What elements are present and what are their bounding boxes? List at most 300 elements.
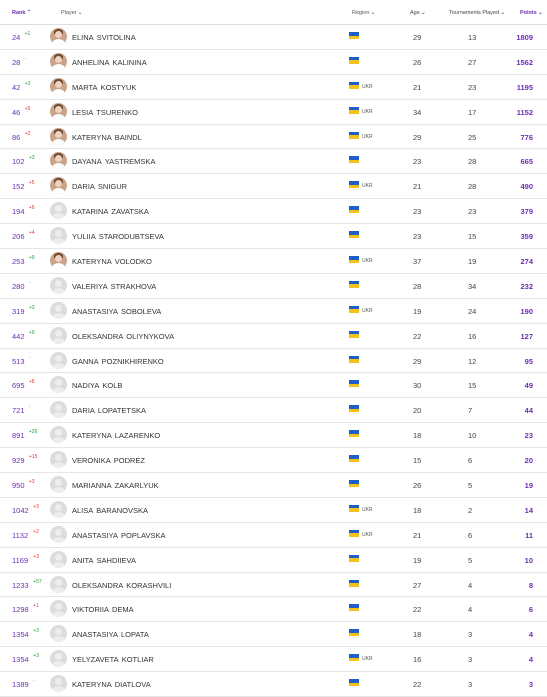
table-row[interactable] [0, 622, 547, 647]
ukraine-flag-icon [349, 679, 359, 686]
player-age: 27 [413, 580, 422, 590]
player-name[interactable] [72, 481, 159, 490]
player-avatar[interactable] [50, 376, 67, 393]
player-first-name: VIKTORIIA [72, 605, 109, 615]
table-row[interactable] [0, 573, 547, 598]
player-age: 21 [413, 530, 422, 540]
player-age: 22 [413, 605, 422, 615]
rank-value: 102 [12, 157, 25, 167]
player-avatar[interactable] [50, 576, 67, 593]
player-first-name: ANHELINA [72, 57, 110, 67]
ukraine-flag-icon [349, 629, 359, 636]
points-column-header[interactable]: Points⌄ [520, 10, 543, 16]
tournaments-played: 10 [468, 431, 477, 441]
player-avatar[interactable] [50, 128, 67, 145]
rank-movement: +3 [33, 653, 39, 660]
ukraine-flag-icon [349, 555, 359, 562]
player-age: 21 [413, 82, 422, 92]
player-points: 20 [524, 456, 533, 466]
tournaments-played: 23 [468, 82, 477, 92]
tournaments-played: 3 [468, 630, 473, 640]
player-points: 127 [520, 331, 533, 341]
tournaments-played: 12 [468, 356, 477, 366]
player-name[interactable] [72, 83, 136, 92]
rank-movement: - [28, 354, 31, 361]
rank-value: 1354 [12, 655, 29, 665]
player-last-name: KOSTYUK [100, 82, 137, 92]
tournaments-column-header[interactable]: Tournaments Played⌄ [449, 10, 506, 16]
player-last-name: DIATLOVA [114, 680, 151, 690]
player-age: 29 [413, 33, 422, 42]
player-last-name: STARODUBTSEVA [98, 232, 164, 242]
tournaments-played: 17 [468, 107, 477, 117]
player-column-header[interactable]: Player⌄ [61, 10, 83, 16]
player-points: 232 [520, 281, 533, 291]
player-name[interactable] [72, 357, 164, 366]
ukraine-flag-icon [349, 455, 359, 462]
sort-asc-icon: ⌃ [26, 10, 32, 16]
rank-movement: +15 [28, 454, 38, 461]
player-first-name: ANASTASIYA [72, 630, 118, 640]
player-last-name: KALININA [112, 57, 147, 67]
table-row[interactable] [0, 100, 547, 125]
rank-movement: +3 [28, 155, 35, 162]
player-first-name: LESIA [72, 107, 94, 117]
player-name[interactable] [72, 108, 138, 117]
player-last-name: SVITOLINA [96, 33, 136, 42]
rank-value: 42 [12, 82, 21, 92]
player-points: 23 [524, 431, 533, 441]
table-row[interactable] [0, 50, 547, 75]
player-name[interactable] [72, 456, 145, 465]
player-first-name: DAYANA [72, 157, 102, 167]
player-age: 20 [413, 406, 422, 416]
player-avatar[interactable] [50, 526, 67, 543]
player-points: 49 [524, 381, 533, 391]
rank-movement: +3 [24, 80, 31, 87]
player-avatar[interactable] [50, 78, 67, 95]
ukraine-flag-icon [349, 231, 359, 238]
tournaments-played: 23 [468, 207, 477, 217]
rank-value: 280 [12, 281, 25, 291]
player-avatar[interactable] [50, 650, 67, 667]
rank-movement: +3 [28, 479, 35, 486]
player-first-name: KATERYNA [72, 680, 112, 690]
player-first-name: KATARINA [72, 207, 109, 217]
ukraine-flag-icon [349, 580, 359, 587]
player-age: 19 [413, 306, 422, 316]
ukraine-flag-icon [349, 82, 359, 89]
player-name[interactable] [72, 182, 127, 191]
player-first-name: ANASTASIYA [72, 306, 118, 316]
rank-value: 929 [12, 456, 25, 466]
rank-column-header[interactable]: Rank⌃ [12, 10, 32, 16]
player-name[interactable] [72, 307, 161, 316]
tournaments-played: 28 [468, 157, 477, 167]
player-points: 4 [528, 655, 533, 665]
player-points: 379 [520, 207, 533, 217]
player-age: 28 [413, 281, 422, 291]
player-last-name: KOTLIAR [121, 655, 154, 665]
player-name[interactable] [72, 58, 147, 67]
player-first-name: VALERIYA [72, 281, 108, 291]
rank-value: 442 [12, 331, 25, 341]
tournaments-played: 6 [468, 456, 473, 466]
player-last-name: LAZARENKO [114, 431, 161, 441]
player-last-name: SOBOLEVA [121, 306, 162, 316]
tournaments-played: 2 [468, 505, 473, 515]
player-last-name: ZAKARLYUK [114, 481, 159, 491]
player-first-name: YULIIA [72, 232, 96, 242]
tournaments-played: 15 [468, 381, 477, 391]
player-name[interactable] [72, 630, 149, 639]
player-first-name: OLEKSANDRA [72, 331, 124, 341]
tournaments-played: 19 [468, 257, 477, 267]
table-row[interactable] [0, 324, 547, 349]
player-points: 190 [520, 306, 533, 316]
table-row[interactable] [0, 672, 547, 697]
player-name[interactable] [72, 506, 148, 515]
rank-value: 721 [12, 406, 25, 416]
player-last-name: STRAKHOVA [110, 281, 157, 291]
player-first-name: ALISA [72, 505, 94, 515]
chevron-down-icon: ⌄ [420, 10, 426, 16]
table-row[interactable] [0, 473, 547, 498]
rank-value: 1169 [12, 555, 29, 565]
player-last-name: DEMA [111, 605, 134, 615]
rank-movement: - [24, 55, 27, 62]
tournaments-played: 27 [468, 57, 477, 67]
table-row[interactable] [0, 174, 547, 199]
table-row[interactable] [0, 125, 547, 150]
table-row[interactable] [0, 149, 547, 174]
player-avatar[interactable] [50, 501, 67, 518]
rank-value: 28 [12, 57, 21, 67]
player-last-name: PODREZ [113, 456, 146, 466]
player-last-name: BARANOVSKA [96, 505, 148, 515]
player-points: 359 [520, 232, 533, 242]
rank-movement: +6 [28, 205, 35, 212]
table-row[interactable] [0, 249, 547, 274]
player-points: 95 [524, 356, 533, 366]
region-code: UKR [362, 506, 373, 513]
table-row[interactable] [0, 224, 547, 249]
player-first-name: NADIYA [72, 381, 100, 391]
player-points: 11 [525, 530, 533, 540]
rank-movement: +3 [33, 553, 39, 560]
player-last-name: OLIYNYKOVA [126, 331, 175, 341]
player-name[interactable] [72, 33, 136, 42]
rank-movement: +4 [28, 230, 35, 237]
player-avatar[interactable] [50, 401, 67, 418]
player-age: 26 [413, 57, 422, 67]
table-row[interactable] [0, 448, 547, 473]
player-points: 1809 [516, 33, 533, 42]
table-row[interactable] [0, 523, 547, 548]
player-name[interactable] [72, 157, 155, 166]
player-avatar[interactable] [50, 476, 67, 493]
table-row[interactable] [0, 647, 547, 672]
player-points: 19 [524, 481, 533, 491]
region-code: UKR [362, 183, 373, 190]
rank-value: 1298 [12, 605, 29, 615]
rank-value: 1389 [12, 680, 29, 690]
player-last-name: KOLB [102, 381, 123, 391]
player-avatar[interactable] [50, 551, 67, 568]
ukraine-flag-icon [349, 181, 359, 188]
player-avatar[interactable] [50, 53, 67, 70]
player-points: 6 [528, 605, 533, 615]
player-avatar[interactable] [50, 352, 67, 369]
player-first-name: KATERYNA [72, 132, 112, 142]
ukraine-flag-icon [349, 132, 359, 139]
table-row[interactable] [0, 548, 547, 573]
chevron-down-icon: ⌄ [500, 10, 506, 16]
tournaments-played: 7 [468, 406, 473, 416]
player-age: 23 [413, 157, 422, 167]
rank-movement: +1 [24, 31, 31, 37]
table-row[interactable] [0, 199, 547, 224]
player-avatar[interactable] [50, 277, 67, 294]
player-name[interactable] [72, 431, 160, 440]
player-first-name: GANNA [72, 356, 99, 366]
player-first-name: OLEKSANDRA [72, 580, 124, 590]
rank-movement: +5 [28, 180, 35, 187]
rank-movement: +5 [24, 105, 31, 112]
player-name[interactable] [72, 680, 151, 689]
player-name[interactable] [72, 581, 171, 590]
tournaments-played: 24 [468, 306, 477, 316]
ukraine-flag-icon [349, 380, 359, 387]
player-age: 29 [413, 132, 422, 142]
player-last-name: TSURENKO [96, 107, 138, 117]
player-points: 665 [520, 157, 533, 167]
player-avatar[interactable] [50, 302, 67, 319]
player-age: 23 [413, 232, 422, 242]
player-avatar[interactable] [50, 625, 67, 642]
player-last-name: YASTREMSKA [104, 157, 156, 167]
player-last-name: KORASHVILI [126, 580, 172, 590]
player-last-name: POZNIKHIRENKO [101, 356, 164, 366]
player-avatar[interactable] [50, 600, 67, 617]
player-name[interactable] [72, 406, 146, 415]
player-points: 4 [528, 630, 533, 640]
player-points: 1152 [516, 107, 533, 117]
rank-movement: +26 [28, 429, 38, 436]
ukraine-flag-icon [349, 480, 359, 487]
tournaments-played: 28 [468, 182, 477, 192]
rank-value: 891 [12, 431, 25, 441]
player-first-name: MARIANNA [72, 481, 112, 491]
age-column-header[interactable]: Age⌄ [410, 10, 426, 16]
tournaments-played: 16 [468, 331, 477, 341]
player-name[interactable] [72, 332, 174, 341]
player-first-name: YELYZAVETA [72, 655, 119, 665]
player-name[interactable] [72, 531, 165, 540]
tournaments-played: 25 [468, 132, 477, 142]
rank-movement: +3 [33, 503, 39, 510]
rank-value: 1233 [12, 580, 29, 590]
rank-movement: +9 [28, 255, 35, 262]
player-age: 21 [413, 182, 422, 192]
ukraine-flag-icon [349, 530, 359, 537]
rank-movement: +8 [28, 379, 35, 386]
player-points: 274 [520, 257, 533, 267]
tournaments-played: 5 [468, 481, 473, 491]
rank-value: 1042 [12, 505, 29, 515]
table-row[interactable] [0, 398, 547, 423]
table-row[interactable] [0, 349, 547, 374]
player-first-name: DARIA [72, 406, 95, 416]
player-avatar[interactable] [50, 177, 67, 194]
player-avatar[interactable] [50, 202, 67, 219]
chevron-down-icon: ⌄ [537, 10, 543, 16]
table-row[interactable] [0, 299, 547, 324]
rank-movement: +9 [28, 329, 35, 336]
player-first-name: ELINA [72, 33, 94, 42]
rank-movement: +57 [33, 578, 42, 585]
player-last-name: BAINDL [114, 132, 142, 142]
player-avatar[interactable] [50, 152, 67, 169]
player-points: 8 [528, 580, 533, 590]
rank-value: 194 [12, 207, 25, 217]
tournaments-played: 15 [468, 232, 477, 242]
ukraine-flag-icon [349, 156, 359, 163]
table-row[interactable] [0, 597, 547, 622]
player-first-name: DARIA [72, 182, 95, 192]
player-name[interactable] [72, 133, 142, 142]
player-first-name: KATERYNA [72, 431, 112, 441]
player-name[interactable] [72, 605, 134, 614]
ukraine-flag-icon [349, 505, 359, 512]
player-avatar[interactable] [50, 227, 67, 244]
player-points: 10 [524, 555, 533, 565]
player-age: 22 [413, 680, 422, 690]
player-age: 34 [413, 107, 422, 117]
table-header [0, 0, 547, 25]
player-name[interactable] [72, 257, 152, 266]
tournaments-played: 3 [468, 655, 473, 665]
player-points: 44 [524, 406, 533, 416]
player-age: 37 [413, 257, 422, 267]
ukraine-flag-icon [349, 107, 359, 114]
player-avatar[interactable] [50, 675, 67, 692]
ukraine-flag-icon [349, 256, 359, 263]
rank-value: 695 [12, 381, 25, 391]
region-code: UKR [362, 258, 373, 265]
rank-movement: - [28, 404, 31, 411]
player-points: 490 [520, 182, 533, 192]
player-name[interactable] [72, 282, 156, 291]
player-points: 14 [524, 505, 533, 515]
player-first-name: MARTA [72, 82, 98, 92]
player-avatar[interactable] [50, 451, 67, 468]
player-last-name: VOLODKO [114, 257, 152, 267]
table-row[interactable] [0, 274, 547, 299]
ukraine-flag-icon [349, 57, 359, 64]
player-last-name: LOPATETSKA [97, 406, 146, 416]
region-code: UKR [362, 108, 373, 115]
player-age: 29 [413, 356, 422, 366]
ukraine-flag-icon [349, 306, 359, 313]
rank-value: 152 [12, 182, 25, 192]
table-row[interactable] [0, 498, 547, 523]
region-code: UKR [362, 83, 373, 90]
ukraine-flag-icon [349, 654, 359, 661]
tournaments-played: 4 [468, 580, 473, 590]
region-code: UKR [362, 307, 373, 314]
rank-value: 1132 [12, 530, 29, 540]
rank-movement: +2 [33, 528, 39, 535]
player-name[interactable] [72, 207, 149, 216]
player-points: 1195 [516, 82, 533, 92]
player-avatar[interactable] [50, 28, 67, 45]
ukraine-flag-icon [349, 356, 359, 363]
tournaments-played: 4 [468, 605, 473, 615]
rank-movement: +3 [33, 628, 39, 635]
rank-value: 86 [12, 132, 21, 142]
player-age: 23 [413, 207, 422, 217]
player-avatar[interactable] [50, 103, 67, 120]
table-row[interactable] [0, 423, 547, 448]
player-age: 16 [413, 655, 422, 665]
player-name[interactable] [72, 556, 136, 565]
player-avatar[interactable] [50, 426, 67, 443]
player-age: 18 [413, 630, 422, 640]
tournaments-played: 34 [468, 281, 477, 291]
tournaments-played: 13 [468, 33, 477, 42]
ukraine-flag-icon [349, 604, 359, 611]
rank-value: 253 [12, 257, 25, 267]
player-age: 15 [413, 456, 422, 466]
rank-value: 513 [12, 356, 25, 366]
tournaments-played: 5 [468, 555, 473, 565]
table-row[interactable] [0, 25, 547, 50]
ukraine-flag-icon [349, 206, 359, 213]
tournaments-played: 6 [468, 530, 473, 540]
table-body [0, 25, 547, 697]
ukraine-flag-icon [349, 430, 359, 437]
player-last-name: POPLAVSKA [121, 530, 166, 540]
player-first-name: VERONIKA [72, 456, 111, 466]
player-age: 18 [413, 431, 422, 441]
table-row[interactable] [0, 373, 547, 398]
table-row[interactable] [0, 75, 547, 100]
player-name[interactable] [72, 232, 164, 241]
player-last-name: SNIGUR [97, 182, 128, 192]
rank-movement: +3 [28, 304, 35, 311]
player-name[interactable] [72, 655, 154, 664]
rank-movement: +2 [24, 130, 31, 137]
player-age: 19 [413, 555, 422, 565]
player-avatar[interactable] [50, 252, 67, 269]
player-avatar[interactable] [50, 327, 67, 344]
chevron-down-icon: ⌄ [370, 10, 376, 16]
ukraine-flag-icon [349, 331, 359, 338]
player-points: 1562 [516, 57, 533, 67]
player-last-name: ZAVATSKA [111, 207, 149, 217]
player-first-name: ANASTASIYA [72, 530, 118, 540]
player-age: 30 [413, 381, 422, 391]
rank-value: 319 [12, 306, 25, 316]
rank-value: 24 [12, 33, 21, 42]
rank-value: 46 [12, 107, 21, 117]
player-points: 776 [520, 132, 533, 142]
player-name[interactable] [72, 381, 122, 390]
ukraine-flag-icon [349, 281, 359, 288]
rank-movement: +1 [33, 603, 39, 610]
region-column-header[interactable]: Region⌄ [352, 10, 376, 16]
